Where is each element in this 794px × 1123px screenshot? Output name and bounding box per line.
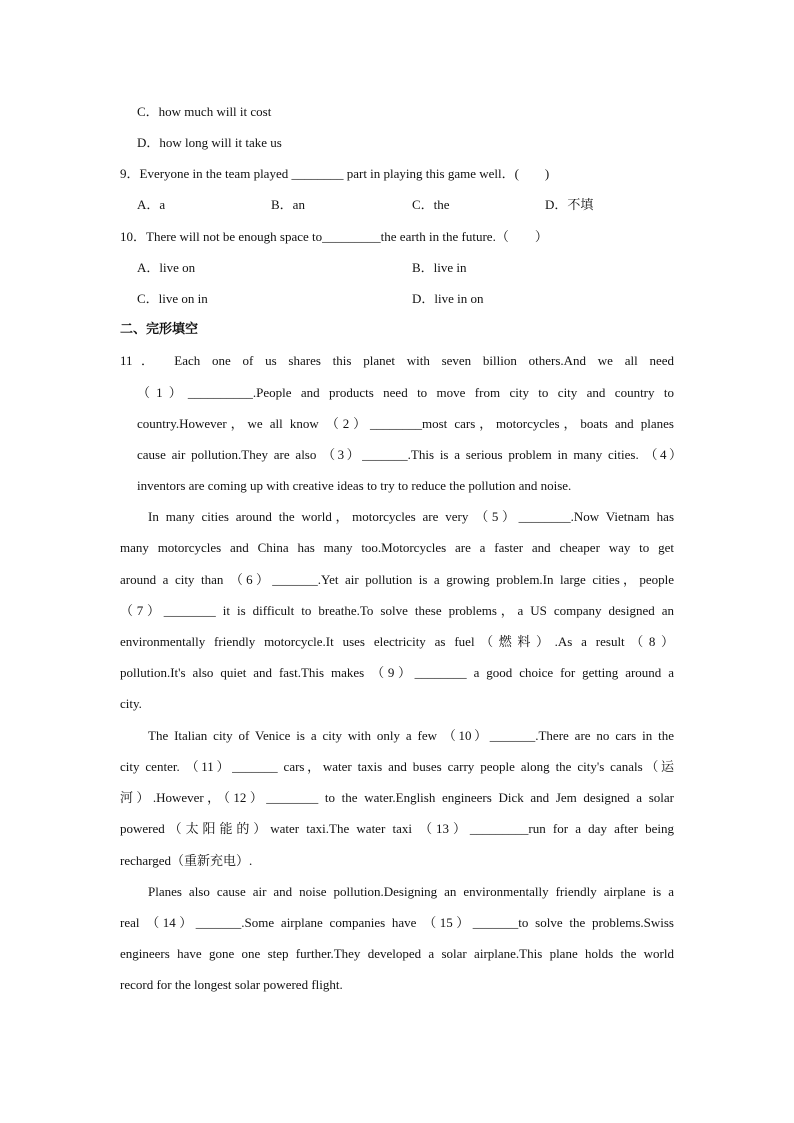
q10-stem: 10．There will not be enough space to_________the earth in the future.（ ） xyxy=(120,229,548,244)
q9-option-a: A．a xyxy=(137,197,166,212)
section-title-cloze: 二、完形填空 xyxy=(120,322,199,337)
passage-line: 11． Each one of us shares this planet with seven billion others.And we all need xyxy=(120,353,674,368)
passage-line: The Italian city of Venice is a city with only a few （10）_______.There are no cars in the xyxy=(148,728,674,743)
q10-option-d: D．live in on xyxy=(412,291,484,306)
passage-line: country.However，we all know （2）________most cars，motorcycles，boats and planes xyxy=(137,416,674,431)
passage-line: powered（太阳能的）water taxi.The water taxi （13）_________run for a day after being xyxy=(120,821,674,836)
passage-line: pollution.It's also quiet and fast.This makes （9）________ a good choice for getting around a xyxy=(120,665,674,680)
q9-option-d: D．不填 xyxy=(545,197,594,212)
q10-option-b: B．live in xyxy=(412,260,467,275)
passage-line: record for the longest solar powered flight. xyxy=(120,977,343,992)
passage-line: cause air pollution.They are also （3）_______.This is a serious problem in many cities. （4） xyxy=(137,447,682,462)
q9-option-b: B．an xyxy=(271,197,305,212)
q8-option-d: D．how long will it take us xyxy=(137,135,282,150)
passage-line: （1）__________.People and products need to move from city to city and country to xyxy=(137,385,674,400)
q9-option-c: C．the xyxy=(412,197,450,212)
passage-line: （7）________ it is difficult to breathe.To solve these problems，a US company designed an xyxy=(120,603,674,618)
q10-option-a: A．live on xyxy=(137,260,196,275)
passage-line: environmentally friendly motorcycle.It uses electricity as fuel（燃料）.As a result（8） xyxy=(120,634,674,649)
passage-line: city center. （11）_______ cars，water taxis and buses carry people along the city's canals（运 xyxy=(120,759,674,774)
passage-line: real （14）_______.Some airplane companies have （15）_______to solve the problems.Swiss xyxy=(120,915,674,930)
q8-option-c: C．how much will it cost xyxy=(137,104,272,119)
passage-line: many motorcycles and China has many too.Motorcycles are a faster and cheaper way to get xyxy=(120,540,674,555)
passage-line: around a city than （6）_______.Yet air pollution is a growing problem.In large cities，people xyxy=(120,572,674,587)
passage-line: recharged（重新充电）. xyxy=(120,853,253,868)
passage-line: In many cities around the world，motorcycles are very （5）________.Now Vietnam has xyxy=(148,509,674,524)
passage-line: city. xyxy=(120,696,142,711)
passage-line: Planes also cause air and noise pollution.Designing an environmentally friendly airplane is a xyxy=(148,884,674,899)
passage-line: inventors are coming up with creative ideas to try to reduce the pollution and noise. xyxy=(137,478,572,493)
q9-stem: 9．Everyone in the team played ________ part in playing this game well．( ) xyxy=(120,166,550,181)
passage-line: engineers have gone one step further.They developed a solar airplane.This plane holds the world xyxy=(120,946,674,961)
q10-option-c: C．live on in xyxy=(137,291,208,306)
passage-line: 河）.However，（12）________ to the water.English engineers Dick and Jem designed a solar xyxy=(120,790,674,805)
